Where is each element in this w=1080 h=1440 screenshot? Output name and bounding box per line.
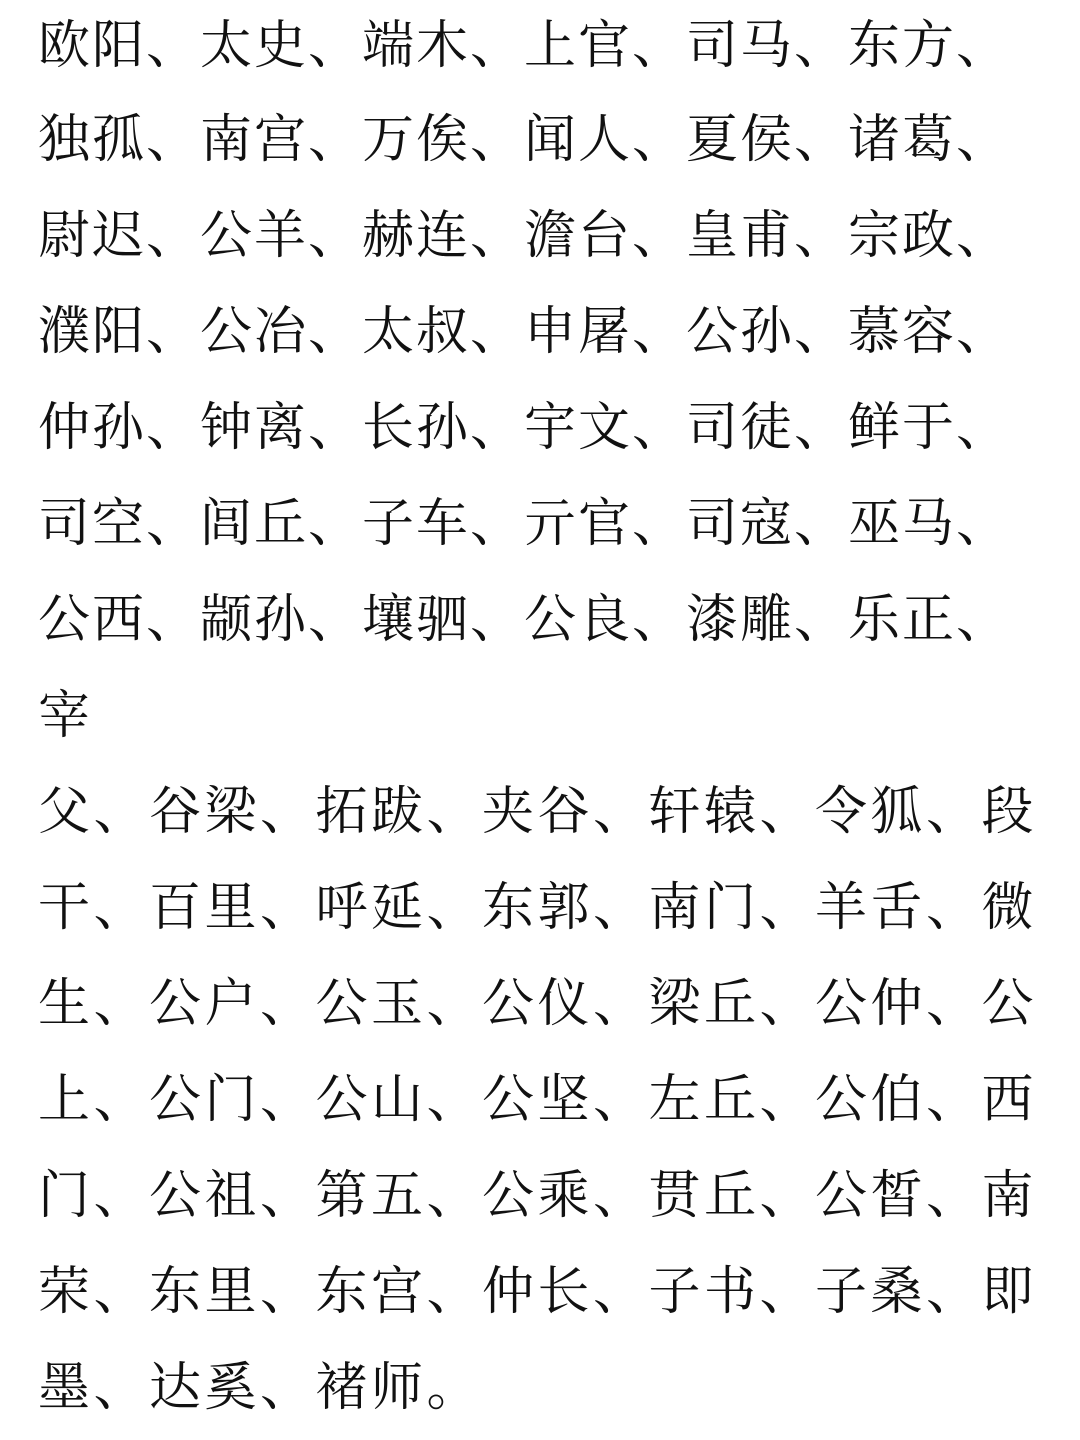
text-line: 荣、东里、东宫、仲长、子书、子桑、即 — [38, 1262, 1038, 1322]
text-line: 欧阳、太史、端木、上官、司马、东方、 — [38, 16, 1011, 76]
text-line: 仲孙、钟离、长孙、宇文、司徒、鲜于、 — [38, 398, 1011, 458]
text-line: 公西、颛孙、壤驷、公良、漆雕、乐正、 — [38, 590, 1011, 650]
text-line: 司空、闾丘、子车、亓官、司寇、巫马、 — [38, 494, 1011, 554]
text-line: 父、谷梁、拓跋、夹谷、轩辕、令狐、段 — [38, 782, 1038, 842]
text-line: 尉迟、公羊、赫连、澹台、皇甫、宗政、 — [38, 206, 1011, 266]
text-line: 宰 — [38, 686, 93, 746]
text-line: 门、公祖、第五、公乘、贯丘、公皙、南 — [38, 1166, 1038, 1226]
text-line: 生、公户、公玉、公仪、梁丘、公仲、公 — [38, 974, 1038, 1034]
text-line: 墨、达奚、褚师。 — [38, 1358, 483, 1418]
text-line: 上、公门、公山、公坚、左丘、公伯、西 — [38, 1070, 1038, 1130]
text-line: 独孤、南宫、万俟、闻人、夏侯、诸葛、 — [38, 110, 1011, 170]
text-line: 干、百里、呼延、东郭、南门、羊舌、微 — [38, 878, 1038, 938]
text-line: 濮阳、公冶、太叔、申屠、公孙、慕容、 — [38, 302, 1011, 362]
